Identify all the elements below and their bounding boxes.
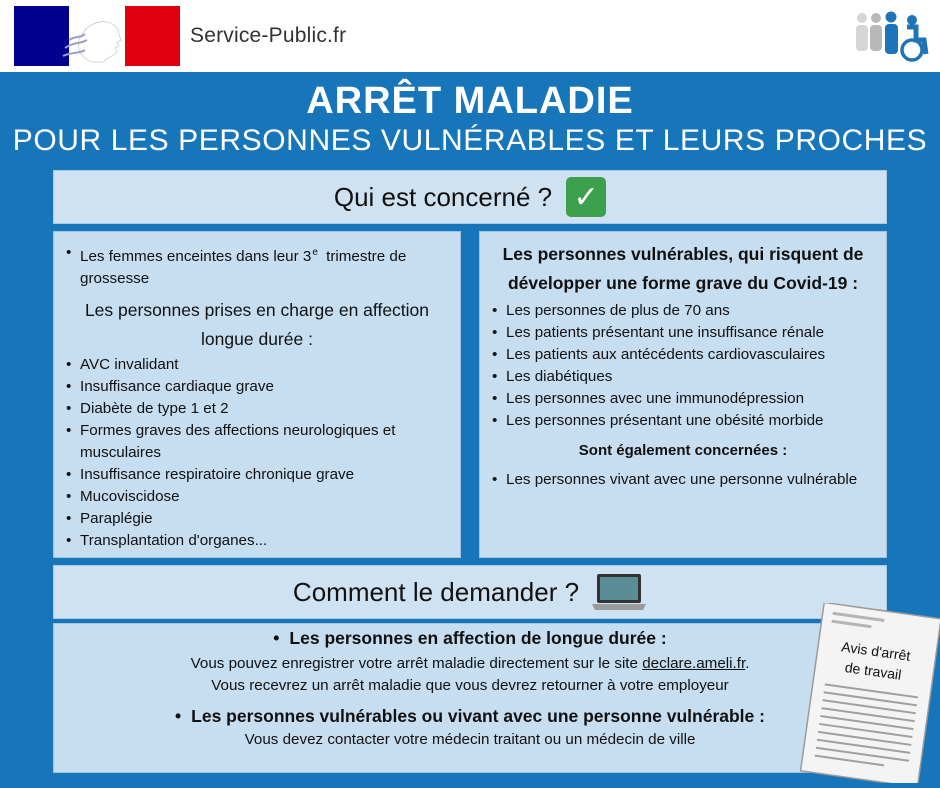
right-panel — [479, 231, 887, 558]
sheet-line2: de travail — [843, 659, 903, 683]
vulnerable-list-item: • Les personnes présentant une obésité morbide — [490, 410, 876, 432]
ald-list — [64, 354, 450, 552]
ald-list-item: • Paraplégie — [64, 508, 450, 530]
ald-list-item: • Insuffisance cardiaque grave — [64, 376, 450, 398]
left-panel — [53, 231, 461, 558]
top-header — [0, 0, 940, 72]
vulnerable-heading: Les personnes vulnérables, qui risquent de développer une forme grave du Covid-19 : — [502, 244, 864, 293]
vulnerable-list-item: • Les personnes avec une immunodépression — [490, 388, 876, 410]
marianne-profile-icon — [61, 12, 131, 66]
ameli-link[interactable]: declare.ameli.fr — [642, 655, 746, 672]
how-heading-box — [53, 565, 887, 619]
ald-list-item: • Formes graves des affections neurologiques et musculaires — [64, 420, 450, 464]
list-item-pregnant — [64, 242, 450, 290]
page-subtitle: POUR LES PERSONNES VULNÉRABLES ET LEURS PROCHES — [12, 124, 928, 157]
logo-red-band — [125, 6, 180, 66]
ald-list-item: • Transplantation d'organes... — [64, 530, 450, 552]
ald-list-item: • Diabète de type 1 et 2 — [64, 398, 450, 420]
vulnerable-list-item: • Les patients présentant une insuffisance rénale — [490, 322, 876, 344]
pregnant-superscript: e — [312, 247, 318, 258]
how-heading: Comment le demander ? — [292, 576, 580, 607]
vulnerable-list — [490, 300, 876, 432]
also-list-item: • Les personnes vivant avec une personne vulnérable — [490, 469, 876, 491]
how-ald-line2: Vous recevrez un arrêt maladie que vous devrez retourner à votre employeur — [211, 677, 729, 694]
pregnant-text-start: Les femmes enceintes dans leur 3 — [80, 248, 312, 266]
sheet-line1: Avis d'arrêt — [840, 638, 912, 664]
how-vuln-line: Vous devez contacter votre médecin traitant ou un médecin de ville — [244, 731, 696, 748]
how-ald-heading-row: • Les personnes en affection de longue durée : — [273, 628, 667, 648]
how-ald-line1 — [54, 653, 886, 675]
who-heading-box — [53, 170, 887, 224]
vulnerable-list-item: • Les patients aux antécédents cardiovasculaires — [490, 344, 876, 366]
ald-list-item: • AVC invalidant — [64, 354, 450, 376]
marianne-logo-icon[interactable] — [14, 6, 180, 66]
pregnant-text-end: trimestre de grossesse — [80, 248, 407, 288]
vulnerable-list-item: • Les personnes de plus de 70 ans — [490, 300, 876, 322]
how-ald-heading: Les personnes en affection de longue durée : — [289, 628, 667, 648]
page-title: ARRÊT MALADIE — [306, 80, 634, 122]
how-panel — [53, 623, 887, 773]
ald-list-item: • Insuffisance respiratoire chronique grave — [64, 464, 450, 486]
how-vuln-heading-row: • Les personnes vulnérables ou vivant avec une personne vulnérable : — [175, 706, 765, 726]
vulnerable-list-item: • Les diabétiques — [490, 366, 876, 388]
who-heading: Qui est concerné ? — [333, 181, 553, 212]
how-ald-line1-end: . — [745, 655, 750, 672]
site-name[interactable]: Service-Public.fr — [190, 24, 347, 47]
check-mark-icon: ✓ — [566, 177, 606, 217]
how-ald-line1-text: Vous pouvez enregistrer votre arrêt maladie directement sur le site — [190, 655, 643, 672]
ald-heading: Les personnes prises en charge en affection longue durée : — [84, 300, 430, 350]
laptop-icon — [591, 572, 647, 612]
also-list — [490, 469, 876, 491]
document-sheet-icon — [790, 603, 940, 783]
logo-white-band — [69, 6, 125, 66]
ald-list-item: • Mucoviscidose — [64, 486, 450, 508]
how-vuln-heading: Les personnes vulnérables ou vivant avec une personne vulnérable : — [191, 706, 765, 726]
accessibility-people-icon — [850, 10, 930, 62]
also-heading: Sont également concernées : — [578, 442, 788, 459]
